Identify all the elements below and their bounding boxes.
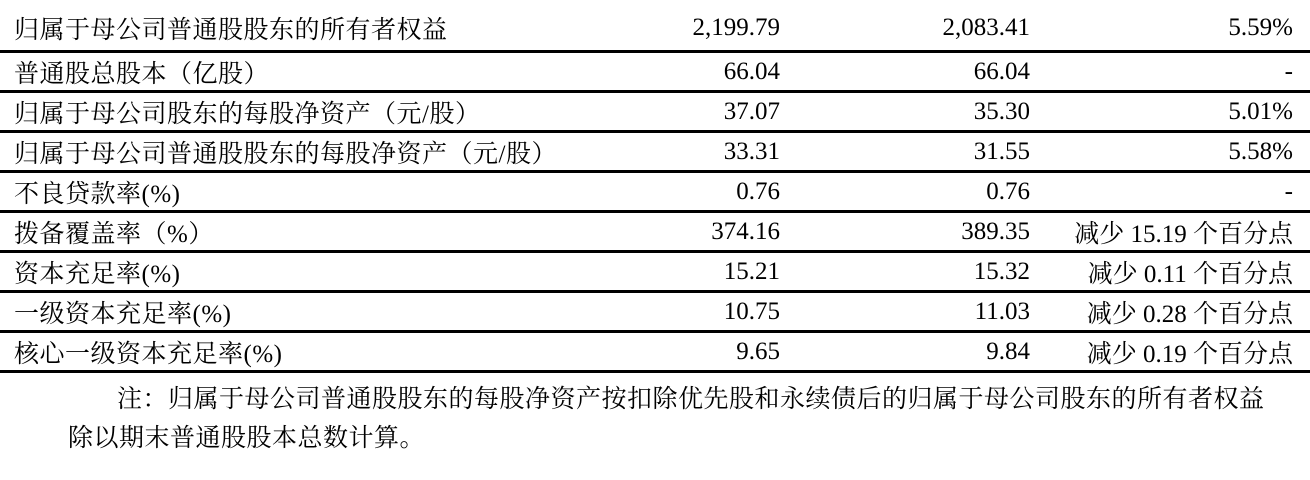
table-row bbox=[0, 93, 1310, 133]
metric-label: 普通股总股本（亿股） bbox=[14, 60, 270, 88]
change-value: 5.58% bbox=[1228, 137, 1293, 165]
current-value: 33.31 bbox=[723, 137, 780, 165]
change-value: - bbox=[1284, 177, 1293, 205]
table-row bbox=[0, 333, 1310, 373]
table-row bbox=[0, 133, 1310, 173]
previous-value: 0.76 bbox=[986, 177, 1030, 205]
previous-value: 66.04 bbox=[973, 57, 1030, 85]
previous-value: 31.55 bbox=[973, 137, 1030, 165]
table-row bbox=[0, 253, 1310, 293]
current-value: 0.76 bbox=[736, 177, 780, 205]
previous-value: 389.35 bbox=[961, 217, 1030, 245]
metric-label: 归属于母公司普通股股东的每股净资产（元/股） bbox=[14, 140, 557, 168]
table-row bbox=[0, 53, 1310, 93]
previous-value: 9.84 bbox=[986, 337, 1030, 365]
change-value: 减少 0.19 个百分点 bbox=[1086, 340, 1293, 368]
metric-label: 拨备覆盖率（%） bbox=[14, 220, 214, 248]
previous-value: 11.03 bbox=[974, 297, 1030, 325]
change-value: 减少 0.11 个百分点 bbox=[1087, 260, 1293, 288]
change-value: 5.01% bbox=[1228, 97, 1293, 125]
metric-label: 核心一级资本充足率(%) bbox=[14, 340, 283, 368]
current-value: 2,199.79 bbox=[692, 14, 780, 41]
metric-label: 归属于母公司股东的每股净资产（元/股） bbox=[14, 100, 481, 128]
change-value: 5.59% bbox=[1228, 14, 1293, 41]
footnote bbox=[0, 380, 1310, 458]
table-row bbox=[0, 293, 1310, 333]
previous-value: 15.32 bbox=[973, 257, 1030, 285]
footnote-line-1: 注：归属于母公司普通股股东的每股净资产按扣除优先股和永续债后的归属于母公司股东的所有者权益 bbox=[117, 386, 1265, 413]
change-value: - bbox=[1284, 57, 1293, 85]
change-value: 减少 0.28 个百分点 bbox=[1086, 300, 1293, 328]
current-value: 10.75 bbox=[723, 297, 780, 325]
current-value: 66.04 bbox=[723, 57, 780, 85]
current-value: 15.21 bbox=[723, 257, 780, 285]
previous-value: 35.30 bbox=[973, 97, 1030, 125]
current-value: 37.07 bbox=[723, 97, 780, 125]
metric-label: 归属于母公司普通股股东的所有者权益 bbox=[14, 17, 448, 44]
table-row bbox=[0, 0, 1310, 53]
current-value: 374.16 bbox=[711, 217, 780, 245]
previous-value: 2,083.41 bbox=[942, 14, 1030, 41]
current-value: 9.65 bbox=[736, 337, 780, 365]
metric-label: 一级资本充足率(%) bbox=[14, 300, 232, 328]
metric-label: 资本充足率(%) bbox=[14, 260, 181, 288]
table-row bbox=[0, 173, 1310, 213]
footnote-line-2: 除以期末普通股股本总数计算。 bbox=[68, 425, 426, 452]
table-row bbox=[0, 213, 1310, 253]
change-value: 减少 15.19 个百分点 bbox=[1074, 220, 1293, 248]
metric-label: 不良贷款率(%) bbox=[14, 180, 181, 208]
